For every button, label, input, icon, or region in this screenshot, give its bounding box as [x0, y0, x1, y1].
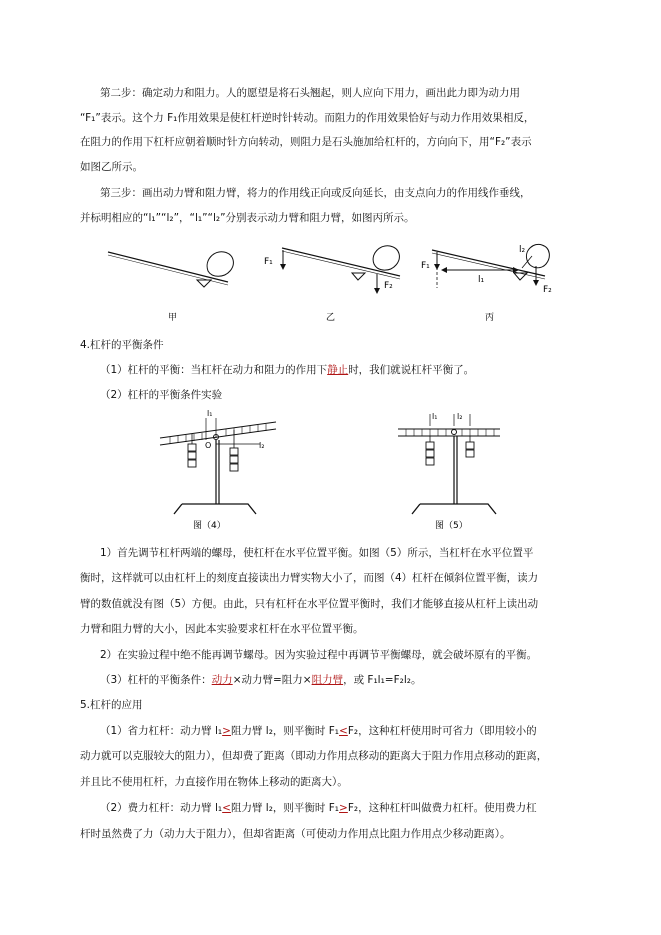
section5-b1: （2）费力杠杆：动力臂 l₁<阻力臂 l₂，则平衡时 F₁>F₂，这种杠杆叫做费力杠杆。使用费力杠 [100, 802, 537, 814]
step2-line4: 如图乙所示。 [80, 161, 143, 173]
yi-f1-label: F₁ [264, 257, 273, 267]
step2-line3: 在阻力的作用下杠杆应朝着顺时针方向转动，则阻力是石头施加给杠杆的，方向向下，用“F₂”表示 [80, 136, 532, 148]
yi-f2-label: F₂ [384, 281, 393, 291]
section5-title: 5.杠杆的应用 [80, 699, 143, 711]
para2: 2）在实验过程中绝不能再调节螺母。因为实验过程中再调节平衡螺母，就会破坏原有的平衡。 [100, 649, 538, 661]
figure-bing [421, 244, 552, 323]
section4-title: 4.杠杆的平衡条件 [80, 339, 164, 351]
step2-line1: 第二步：确定动力和阻力。人的愿望是将石头翘起，则人应向下用力，画出此力即为动力用 [100, 87, 520, 99]
lever-figures-row [0, 238, 661, 333]
figure-4 [160, 409, 276, 531]
keyword-resistance-arm: 阻力臂 [311, 674, 344, 686]
step3-line1: 第三步：画出动力臂和阻力臂，将力的作用线正向或反向延长，由支点向力的作用线作垂线， [100, 187, 531, 199]
symbol-lt-2: < [222, 802, 231, 814]
keyword-static: 静止 [327, 364, 349, 376]
symbol-gt-2: > [339, 802, 348, 814]
section5-a3: 并且比不使用杠杆，力直接作用在物体上移动的距离大）。 [80, 776, 348, 788]
bing-l2-label: l₂ [519, 245, 526, 255]
para1-line3: 臂的数值就没有图（5）方便。由此，只有杠杆在水平位置平衡时，我们才能够直接从杠杆上读出动 [80, 598, 539, 610]
keyword-force: 动力 [211, 674, 233, 686]
experiment-figures [0, 404, 661, 539]
fig5-l1-label: l₁ [432, 412, 438, 421]
caption-jia: 甲 [168, 313, 178, 323]
step3-line2: 并标明相应的“l₁”“l₂”，“l₁”“l₂”分别表示动力臂和阻力臂，如图丙所示。 [80, 212, 415, 224]
para1-line2: 衡时，这样就可以由杠杆上的刻度直接读出力臂实物大小了，而图（4）杠杆在倾斜位置平衡，读力 [80, 572, 539, 584]
bing-f1-label: F₁ [421, 261, 430, 271]
caption-bing: 丙 [485, 313, 495, 323]
para1-line1: 1）首先调节杠杆两端的螺母，使杠杆在水平位置平衡。如图（5）所示，当杠杆在水平位置平 [100, 547, 534, 559]
section5-a1: （1）省力杠杆：动力臂 l₁>阻力臂 l₂，则平衡时 F₁<F₂，这种杠杆使用时可省力（即用较小的 [100, 725, 537, 737]
caption-fig4: 图（4） [193, 521, 226, 531]
fig5-l2-label: l₂ [457, 412, 463, 421]
section4-item1: （1）杠杆的平衡：当杠杆在动力和阻力的作用下静止时，我们就说杠杆平衡了。 [100, 364, 475, 376]
fig4-l1-label: l₁ [207, 409, 213, 418]
figure-yi [264, 246, 400, 323]
step2-line2: “F₁”表示。这个力 F₁作用效果是使杠杆逆时针转动。而阻力的作用效果恰好与动力作用效果相反， [80, 112, 535, 124]
section5-a2: 动力就可以克服较大的阻力），但却费了距离（即动力作用点移动的距离大于阻力作用点移动的距离， [80, 750, 548, 762]
symbol-gt: > [222, 725, 231, 737]
para1-line4: 力臂和阻力臂的大小，因此本实验要求杠杆在水平位置平衡。 [80, 623, 364, 635]
fig4-pivot-label: O [205, 441, 212, 450]
para3: （3）杠杆的平衡条件：动力×动力臂=阻力×阻力臂，或 F₁l₁=F₂l₂。 [100, 674, 422, 686]
figure-jia [108, 252, 233, 323]
fig4-l2-label: l₂ [259, 441, 265, 450]
caption-yi: 乙 [326, 313, 336, 323]
bing-l1-label: l₁ [478, 275, 485, 285]
figure-5 [398, 412, 500, 531]
section5-b2: 杆时虽然费了力（动力大于阻力），但却省距离（可使动力作用点比阻力作用点少移动距离）。 [80, 828, 511, 840]
caption-fig5: 图（5） [435, 521, 468, 531]
section4-item2: （2）杠杆的平衡条件实验 [100, 389, 223, 401]
symbol-lt: < [339, 725, 348, 737]
bing-f2-label: F₂ [543, 285, 552, 295]
